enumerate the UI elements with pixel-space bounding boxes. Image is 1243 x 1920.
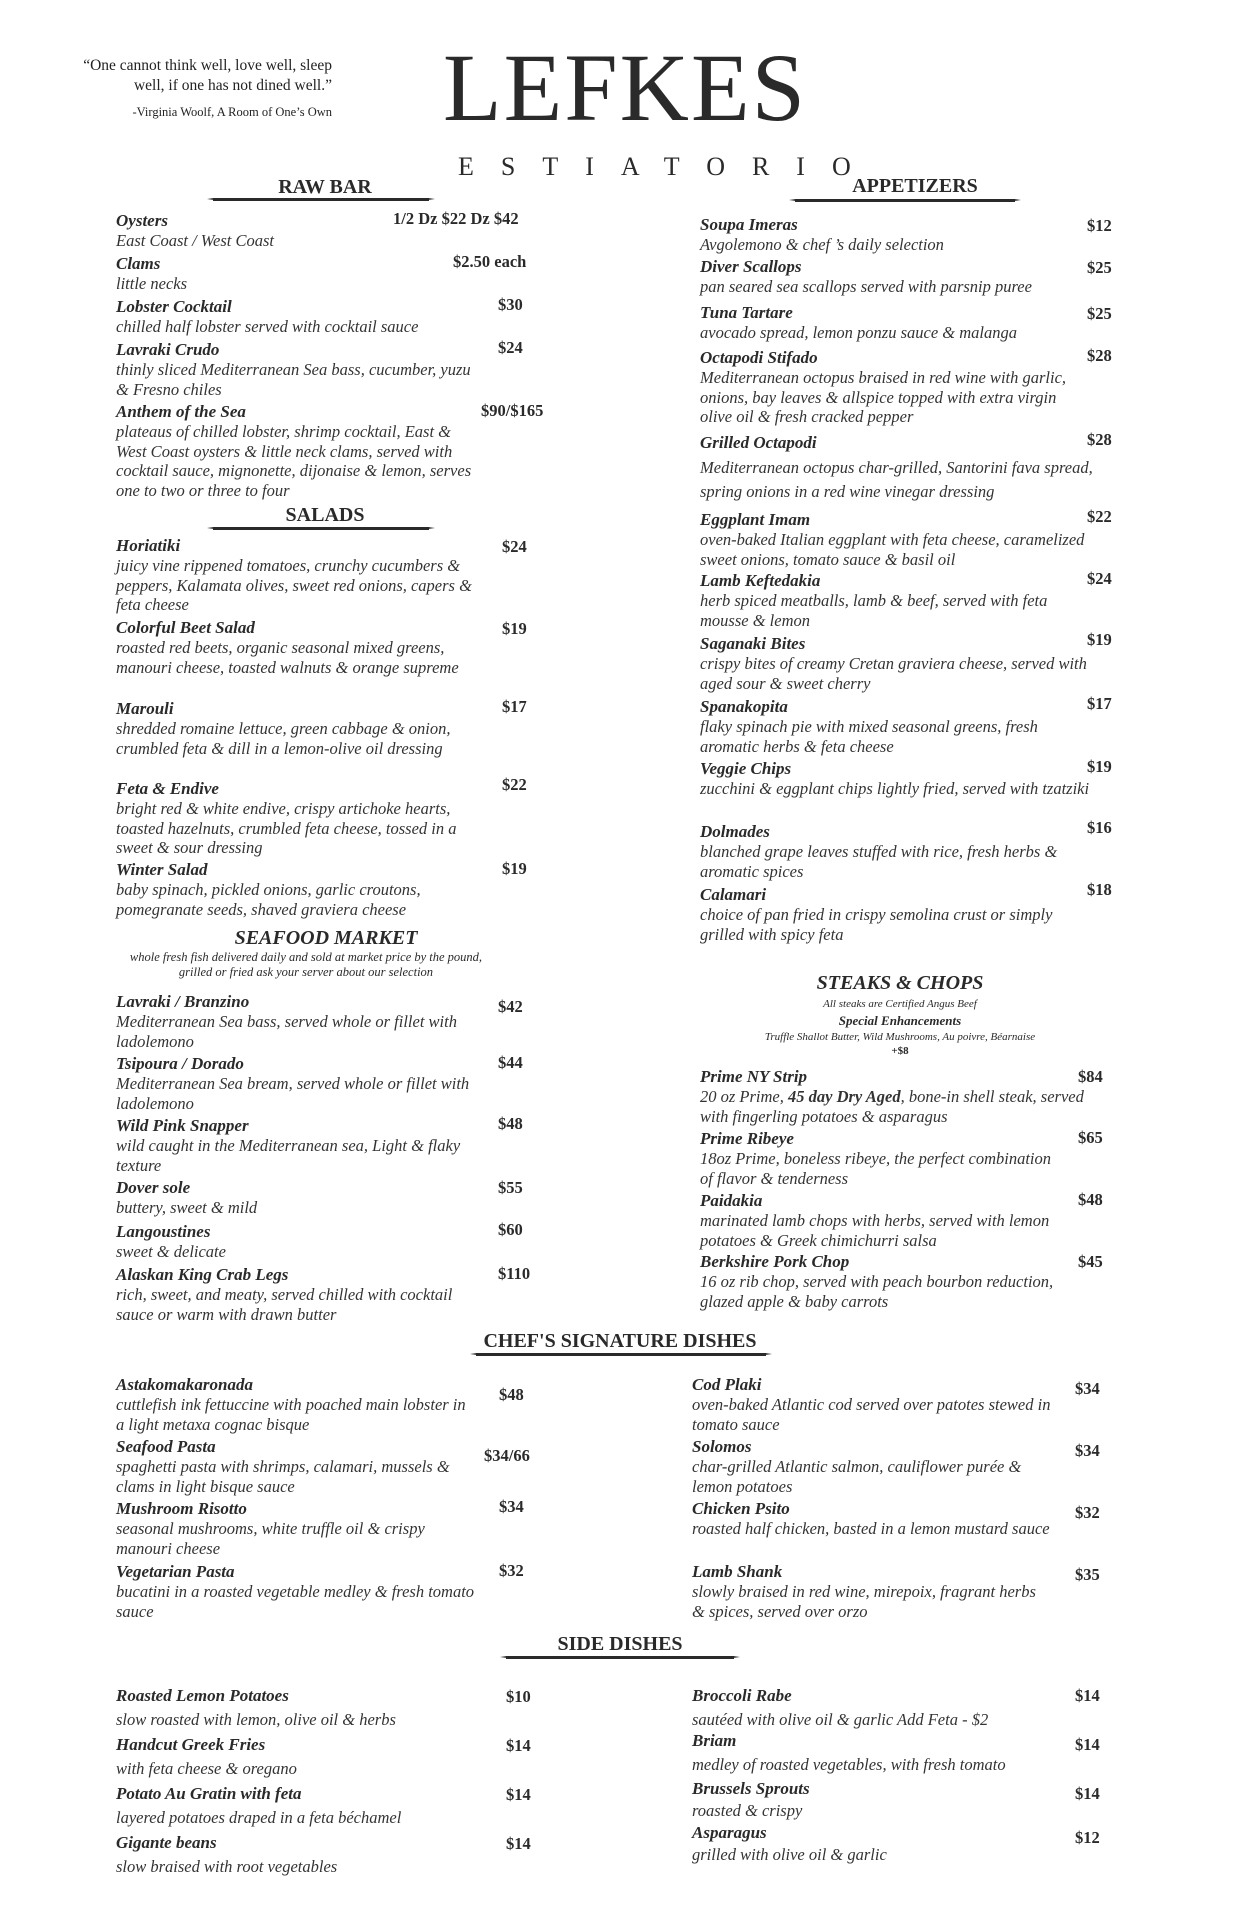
menu-item	[116, 1054, 476, 1113]
menu-item	[116, 1222, 476, 1262]
item-name: Astakomakaronada	[116, 1375, 253, 1394]
item-description: bucatini in a roasted vegetable medley & fresh tomato sauce	[116, 1582, 475, 1621]
menu-item	[116, 536, 476, 615]
item-name: Mushroom Risotto	[116, 1499, 247, 1518]
item-description: Mediterranean Sea bream, served whole or fillet with ladolemono	[116, 1074, 470, 1113]
item-name: Oysters	[116, 211, 168, 230]
item-name: Anthem of the Sea	[116, 402, 246, 421]
item-price: $14	[1075, 1784, 1100, 1803]
item-description: roasted & crispy	[692, 1801, 803, 1820]
salads-divider	[207, 525, 435, 531]
menu-item	[116, 1784, 496, 1828]
item-description	[700, 1087, 1090, 1126]
item-description: cuttlefish ink fettuccine with poached main lobster in a light metaxa cognac bisque	[116, 1395, 466, 1434]
menu-item	[116, 340, 476, 399]
item-price: $14	[1075, 1735, 1100, 1754]
menu-item	[700, 1252, 1060, 1311]
menu-item	[692, 1731, 1072, 1775]
item-name: Broccoli Rabe	[692, 1686, 792, 1705]
enhancements-price: +$8	[891, 1045, 909, 1057]
enhancements-title: Special Enhancements	[838, 1013, 962, 1028]
item-description: Mediterranean Sea bass, served whole or fillet with ladolemono	[116, 1012, 457, 1051]
item-name: Asparagus	[692, 1823, 767, 1842]
item-price: $34	[499, 1497, 524, 1516]
menu-item	[116, 1833, 496, 1877]
item-description: slow braised with root vegetables	[116, 1857, 338, 1876]
item-description: baby spinach, pickled onions, garlic croutons, pomegranate seeds, shaved graviera cheese	[116, 880, 421, 919]
item-price: $60	[498, 1220, 523, 1239]
item-name: Calamari	[700, 885, 767, 904]
item-description: crispy bites of creamy Cretan graviera cheese, served with aged sour & sweet cherry	[700, 654, 1087, 693]
item-name: Lamb Keftedakia	[700, 571, 821, 590]
item-name: Dolmades	[700, 822, 770, 841]
item-description: rich, sweet, and meaty, served chilled with cocktail sauce or warm with drawn butter	[116, 1285, 453, 1324]
menu-item	[700, 759, 1100, 799]
item-price: $90/$165	[481, 401, 544, 420]
item-description: seasonal mushrooms, white truffle oil & crispy manouri cheese	[116, 1519, 425, 1558]
restaurant-subtitle: ESTIATORIO	[458, 152, 878, 181]
item-description: blanched grape leaves stuffed with rice, fresh herbs & aromatic spices	[700, 842, 1058, 881]
menu-item	[700, 257, 1090, 297]
item-price: $16	[1087, 818, 1112, 837]
item-description: 16 oz rib chop, served with peach bourbon reduction, glazed apple & baby carrots	[700, 1272, 1054, 1311]
menu-item	[692, 1499, 1052, 1539]
item-description: Mediterranean octopus braised in red wine with garlic, onions, bay leaves & allspice topped with extra virgin olive oil & fresh cracked pepper	[700, 368, 1067, 426]
item-name: Tsipoura / Dorado	[116, 1054, 244, 1073]
item-name: Diver Scallops	[700, 257, 802, 276]
item-price: $55	[498, 1178, 523, 1197]
item-description: Avgolemono & chef ’s daily selection	[700, 235, 944, 254]
item-name: Winter Salad	[116, 860, 208, 879]
menu-item	[692, 1375, 1052, 1434]
item-name: Soupa Imeras	[700, 215, 798, 234]
item-price: $17	[502, 697, 527, 716]
menu-item	[116, 1562, 476, 1621]
item-description: chilled half lobster served with cocktail sauce	[116, 317, 419, 336]
menu-item	[116, 860, 476, 919]
item-price: $48	[1078, 1190, 1103, 1209]
item-description: choice of pan fried in crispy semolina crust or simply grilled with spicy feta	[700, 905, 1053, 944]
raw-bar-title: RAW BAR	[278, 176, 372, 198]
item-name: Lobster Cocktail	[116, 297, 232, 316]
menu-item	[700, 697, 1100, 756]
item-price: $28	[1087, 346, 1112, 365]
item-name: Tuna Tartare	[700, 303, 793, 322]
item-name: Wild Pink Snapper	[116, 1116, 249, 1135]
menu-item	[116, 1375, 476, 1434]
item-name: Prime Ribeye	[700, 1129, 794, 1148]
item-price: $32	[1075, 1503, 1100, 1522]
item-name: Berkshire Pork Chop	[700, 1252, 850, 1271]
item-price: $28	[1087, 430, 1112, 449]
item-name: Paidakia	[700, 1191, 763, 1210]
menu-item	[116, 699, 476, 758]
item-name: Brussels Sprouts	[692, 1779, 810, 1798]
quote-attribution: -Virginia Woolf, A Room of One’s Own	[132, 105, 332, 119]
item-price: $2.50 each	[453, 252, 527, 271]
menu-item	[116, 1116, 476, 1175]
menu-item	[700, 885, 1100, 944]
item-name: Lamb Shank	[692, 1562, 783, 1581]
item-name: Prime NY Strip	[700, 1067, 808, 1086]
item-description: roasted half chicken, basted in a lemon mustard sauce	[692, 1519, 1050, 1538]
menu-item	[700, 634, 1100, 693]
item-name: Dover sole	[116, 1178, 191, 1197]
quote-block	[62, 56, 332, 120]
item-name: Cod Plaki	[692, 1375, 762, 1394]
dry-aged-highlight: 45 day Dry Aged	[788, 1087, 901, 1106]
item-name: Octapodi Stifado	[700, 348, 818, 367]
menu-item	[692, 1779, 1072, 1821]
menu-item	[700, 571, 1100, 630]
item-price: $34/66	[484, 1446, 530, 1465]
item-price: $14	[1075, 1686, 1100, 1705]
item-price: $12	[1075, 1828, 1100, 1847]
salads-title: SALADS	[285, 504, 365, 526]
item-price: $48	[499, 1385, 524, 1404]
item-price: $19	[502, 859, 527, 878]
item-price: $24	[498, 338, 523, 357]
item-price: $17	[1087, 694, 1112, 713]
item-name: Clams	[116, 254, 161, 273]
menu-item	[700, 348, 1090, 427]
item-description: with feta cheese & oregano	[116, 1759, 297, 1778]
menu-item	[692, 1686, 1072, 1730]
item-price: $14	[506, 1785, 531, 1804]
item-name: Handcut Greek Fries	[116, 1735, 266, 1754]
restaurant-brand	[430, 34, 878, 182]
item-description: flaky spinach pie with mixed seasonal greens, fresh aromatic herbs & feta cheese	[700, 717, 1038, 756]
item-name: Marouli	[116, 699, 174, 718]
item-price: $19	[502, 619, 527, 638]
item-price: $12	[1087, 216, 1112, 235]
steaks-note: All steaks are Certified Angus Beef	[823, 998, 977, 1010]
item-description: Mediterranean octopus char-grilled, Santorini fava spread, spring onions in a red wine vinegar dressing	[700, 458, 1093, 501]
menu-item	[700, 215, 1090, 255]
item-price: $84	[1078, 1067, 1103, 1086]
steaks-title: STEAKS & CHOPS	[816, 972, 984, 994]
item-description: slow roasted with lemon, olive oil & herbs	[116, 1710, 396, 1729]
item-description: sweet & delicate	[116, 1242, 226, 1261]
item-price: $24	[502, 537, 527, 556]
appetizers-divider	[789, 197, 1021, 203]
menu-item	[116, 618, 486, 677]
item-description: thinly sliced Mediterranean Sea bass, cucumber, yuzu & Fresno chiles	[116, 360, 471, 399]
item-description: shredded romaine lettuce, green cabbage & onion, crumbled feta & dill in a lemon-olive oil dressing	[116, 719, 451, 758]
item-description: medley of roasted vegetables, with fresh tomato	[692, 1755, 1006, 1774]
item-description: zucchini & eggplant chips lightly fried, served with tzatziki	[700, 779, 1090, 798]
item-price: $22	[1087, 507, 1112, 526]
menu-item	[700, 510, 1100, 569]
item-description: avocado spread, lemon ponzu sauce & malanga	[700, 323, 1017, 342]
item-name: Feta & Endive	[116, 779, 219, 798]
sides-divider	[500, 1654, 740, 1660]
item-price: $25	[1087, 258, 1112, 277]
item-name: Chicken Psito	[692, 1499, 790, 1518]
menu-item	[692, 1437, 1052, 1496]
menu-item	[116, 992, 476, 1051]
item-price: $14	[506, 1834, 531, 1853]
item-description-part: , bone-in shell steak, served with fingerling potatoes & asparagus	[700, 1087, 1084, 1126]
restaurant-name: LEFKES	[442, 34, 808, 141]
menu-item	[116, 1437, 476, 1496]
item-name: Roasted Lemon Potatoes	[116, 1686, 289, 1705]
item-name: Seafood Pasta	[116, 1437, 216, 1456]
item-description: grilled with olive oil & garlic	[692, 1845, 887, 1864]
item-price: $32	[499, 1561, 524, 1580]
menu-item	[692, 1823, 1072, 1865]
item-description: marinated lamb chops with herbs, served with lemon potatoes & Greek chimichurri salsa	[700, 1211, 1050, 1250]
item-price: 1/2 Dz $22 Dz $42	[393, 209, 519, 228]
item-name: Spanakopita	[700, 697, 788, 716]
item-name: Horiatiki	[116, 536, 181, 555]
menu-item	[116, 1686, 496, 1730]
item-price: $44	[498, 1053, 523, 1072]
menu-item	[116, 1265, 476, 1324]
seafood-title: SEAFOOD MARKET	[234, 927, 418, 949]
item-description: char-grilled Atlantic salmon, cauliflower purée & lemon potatoes	[692, 1457, 1022, 1496]
item-price: $45	[1078, 1252, 1103, 1271]
appetizers-title: APPETIZERS	[852, 175, 978, 197]
item-name: Lavraki Crudo	[116, 340, 220, 359]
item-description: wild caught in the Mediterranean sea, Light & flaky texture	[116, 1136, 461, 1175]
menu-item	[700, 433, 1100, 504]
item-price: $10	[506, 1687, 531, 1706]
item-name: Colorful Beet Salad	[116, 618, 255, 637]
item-price: $110	[498, 1264, 531, 1283]
menu-item	[116, 254, 446, 294]
menu-item	[116, 1735, 496, 1779]
item-price: $34	[1075, 1441, 1100, 1460]
item-description: bright red & white endive, crispy artichoke hearts, toasted hazelnuts, crumbled feta cheese, tossed in a sweet & sour dressing	[116, 799, 457, 857]
raw-bar-divider	[207, 196, 435, 202]
item-description-part: 20 oz Prime,	[700, 1087, 788, 1106]
signature-divider	[470, 1351, 772, 1357]
menu-item	[116, 779, 476, 858]
item-description: herb spiced meatballs, lamb & beef, served with feta mousse & lemon	[700, 591, 1048, 630]
item-name: Grilled Octapodi	[700, 433, 817, 452]
item-description: roasted red beets, organic seasonal mixed greens, manouri cheese, toasted walnuts & orange supreme	[116, 638, 459, 677]
menu-item	[116, 402, 476, 500]
item-price: $19	[1087, 757, 1112, 776]
item-description: oven-baked Atlantic cod served over patotes stewed in tomato sauce	[692, 1395, 1051, 1434]
item-name: Alaskan King Crab Legs	[116, 1265, 289, 1284]
item-name: Eggplant Imam	[700, 510, 811, 529]
item-name: Solomos	[692, 1437, 752, 1456]
item-description: layered potatoes draped in a feta béchamel	[116, 1808, 402, 1827]
item-description: sautéed with olive oil & garlic Add Feta - $2	[692, 1710, 989, 1729]
item-description: oven-baked Italian eggplant with feta cheese, caramelized sweet onions, tomato sauce & basil oil	[700, 530, 1085, 569]
item-description: pan seared sea scallops served with parsnip puree	[700, 277, 1032, 296]
item-price: $22	[502, 775, 527, 794]
item-description: East Coast / West Coast	[116, 231, 274, 250]
item-name: Lavraki / Branzino	[116, 992, 250, 1011]
item-name: Veggie Chips	[700, 759, 792, 778]
item-description: plateaus of chilled lobster, shrimp cocktail, East & West Coast oysters & little neck clams, served with cocktail sauce, mignonette, dijonaise & lemon, serves one to two or three to four	[116, 422, 472, 500]
item-price: $14	[506, 1736, 531, 1755]
sides-title: SIDE DISHES	[557, 1633, 683, 1655]
menu-item	[700, 303, 1090, 343]
item-name: Vegetarian Pasta	[116, 1562, 235, 1581]
item-price: $30	[498, 295, 523, 314]
quote-text: “One cannot think well, love well, sleep well, if one has not dined well.”	[83, 57, 332, 94]
item-description: buttery, sweet & mild	[116, 1198, 258, 1217]
item-description: 18oz Prime, boneless ribeye, the perfect combination of flavor & tenderness	[700, 1149, 1052, 1188]
enhancements-list: Truffle Shallot Butter, Wild Mushrooms, Au poivre, Béarnaise	[764, 1031, 1036, 1043]
item-price: $48	[498, 1114, 523, 1133]
menu-item	[700, 1067, 1090, 1126]
item-name: Briam	[692, 1731, 737, 1750]
menu-item	[700, 822, 1100, 881]
menu-item	[700, 1129, 1060, 1188]
item-name: Saganaki Bites	[700, 634, 806, 653]
item-price: $24	[1087, 569, 1112, 588]
item-price: $18	[1087, 880, 1112, 899]
item-price: $19	[1087, 630, 1112, 649]
menu-item	[116, 1178, 476, 1218]
item-description: little necks	[116, 274, 188, 293]
item-price: $34	[1075, 1379, 1100, 1398]
signature-title: CHEF'S SIGNATURE DISHES	[483, 1330, 757, 1352]
menu-item	[700, 1191, 1060, 1250]
menu-item	[116, 1499, 476, 1558]
menu-item	[116, 297, 456, 337]
item-description: spaghetti pasta with shrimps, calamari, mussels & clams in light bisque sauce	[116, 1457, 450, 1496]
menu-item	[692, 1562, 1052, 1621]
item-description: slowly braised in red wine, mirepoix, fragrant herbs & spices, served over orzo	[692, 1582, 1036, 1621]
item-description: juicy vine rippened tomatoes, crunchy cucumbers & peppers, Kalamata olives, sweet red onions, capers & feta cheese	[116, 556, 472, 614]
item-price: $42	[498, 997, 523, 1016]
item-name: Langoustines	[116, 1222, 211, 1241]
item-price: $35	[1075, 1565, 1100, 1584]
item-name: Potato Au Gratin with feta	[116, 1784, 302, 1803]
item-name: Gigante beans	[116, 1833, 217, 1852]
item-price: $65	[1078, 1128, 1103, 1147]
item-price: $25	[1087, 304, 1112, 323]
seafood-note: whole fresh fish delivered daily and sold at market price by the pound, grilled or fried ask your server about our selection	[129, 950, 483, 979]
